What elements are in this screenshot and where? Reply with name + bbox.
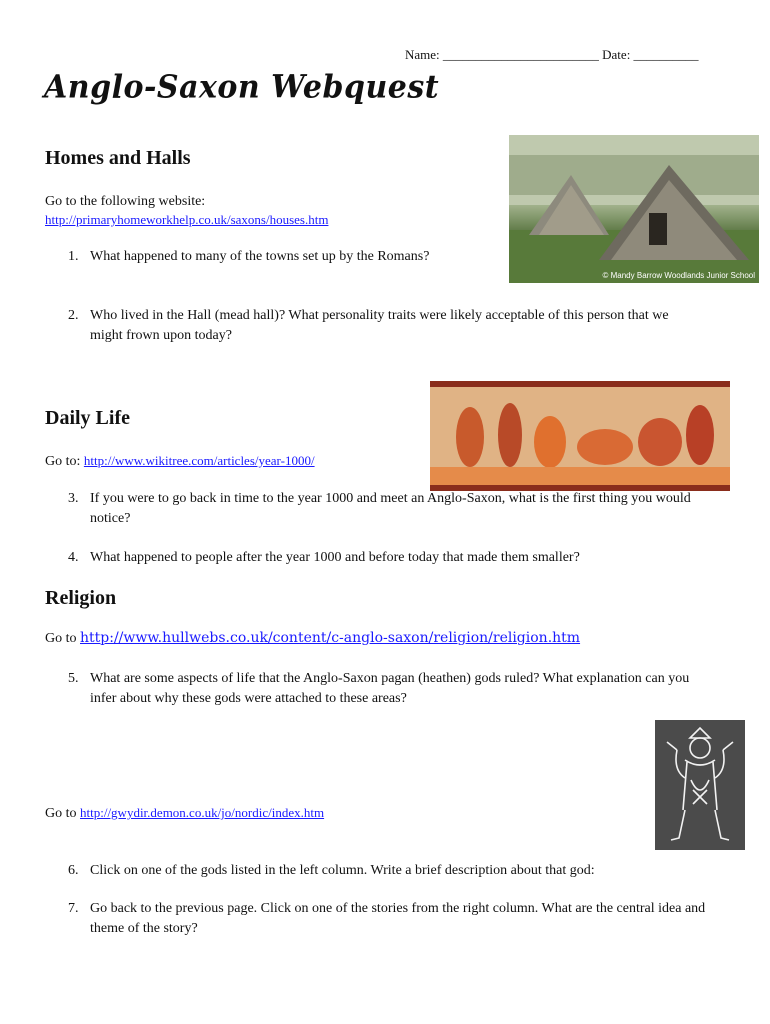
question-2: 2. Who lived in the Hall (mead hall)? What personality traits were likely acceptable of this person that we might frown upon today? [68, 308, 669, 343]
question-1: 1. What happened to many of the towns set up by the Romans? [68, 249, 430, 264]
daily-link[interactable]: http://www.wikitree.com/articles/year-1000/ [83, 453, 315, 468]
medieval-tapestry-image [430, 381, 730, 491]
question-6: 6. Click on one of the gods listed in the left column. Write a brief description about that god: [68, 863, 595, 878]
religion-go-to: Go to http://www.hullwebs.co.uk/content/c-anglo-saxon/religion/religion.htm [45, 630, 581, 646]
section-heading-daily: Daily Life [45, 407, 130, 429]
homes-link[interactable]: http://primaryhomeworkhelp.co.uk/saxons/houses.htm [45, 212, 329, 227]
religion-go-to-2: Go to http://gwydir.demon.co.uk/jo/nordic/index.htm [45, 805, 325, 821]
section-heading-religion: Religion [45, 587, 117, 609]
daily-go-to: Go to: http://www.wikitree.com/articles/year-1000/ [45, 453, 315, 469]
name-date-line: Name: ________________________ Date: __________ [405, 47, 699, 62]
question-3: 3. If you were to go back in time to the year 1000 and meet an Anglo-Saxon, what is the first thing you would notice? [68, 491, 691, 526]
religion-link[interactable]: http://www.hullwebs.co.uk/content/c-anglo-saxon/religion/religion.htm [80, 630, 581, 646]
section-heading-homes: Homes and Halls [45, 147, 191, 169]
question-5: 5. What are some aspects of life that the Anglo-Saxon pagan (heathen) gods ruled? What explanation can you infer about why these gods were attached to these areas? [68, 671, 690, 706]
question-4: 4. What happened to people after the year 1000 and before today that made them smaller? [68, 550, 580, 565]
norse-god-drawing [655, 720, 745, 850]
nordic-link[interactable]: http://gwydir.demon.co.uk/jo/nordic/index.htm [80, 805, 325, 820]
page-title: Anglo-Saxon Webquest [44, 69, 440, 106]
question-7: 7. Go back to the previous page. Click on one of the stories from the right column. What are the central idea and theme of the story? [68, 901, 706, 936]
homes-intro: Go to the following website: [45, 194, 206, 209]
photo-caption: © Mandy Barrow Woodlands Junior School [602, 271, 755, 280]
